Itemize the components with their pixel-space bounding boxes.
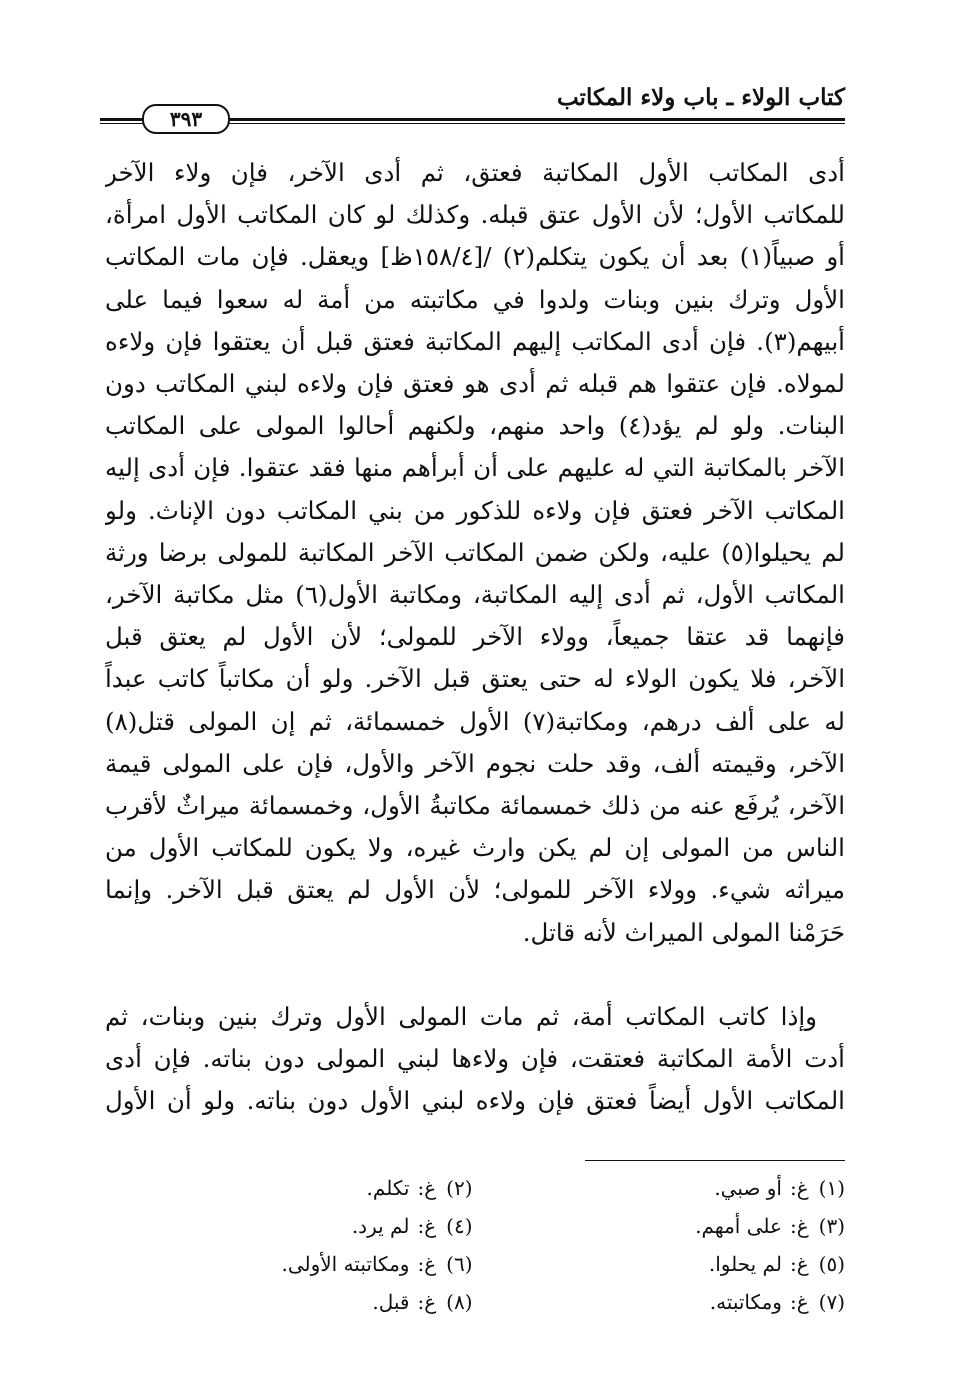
text-line: للمكاتب الأول؛ لأن الأول عتق قبله. وكذلك لو كان المكاتب الأول امرأة، xyxy=(105,200,845,230)
footnote xyxy=(100,1210,473,1242)
text-line: ميراثه شيء. وولاء الآخر للمولى؛ لأن الأول لم يعتق قبل الآخر. وإنما xyxy=(105,875,845,905)
text-line: لمولاه. فإن عتقوا هم قبله ثم أدى هو فعتق فإن ولاءه لبني المكاتب دون xyxy=(105,369,845,399)
footnote xyxy=(473,1210,846,1242)
text-line: البنات. ولو لم يؤد(٤) واحد منهم، ولكنهم أحالوا المولى على المكاتب xyxy=(105,411,845,441)
text-line: فإنهما قد عتقا جميعاً، وولاء الآخر للمولى؛ لأن الأول لم يعتق قبل xyxy=(105,622,845,652)
text-line: المكاتب الأول، ثم أدى إليه المكاتبة، ومكاتبة الأول(٦) مثل مكاتبة الآخر، xyxy=(105,580,845,610)
text-line: الناس من المولى إن لم يكن وارث غيره، ولا يكون للمكاتب الأول من xyxy=(105,833,845,863)
text-line: حَرَمْنا المولى الميراث لأنه قاتل. xyxy=(522,917,845,947)
text-line: الآخر، فلا يكون الولاء له حتى يعتق قبل الآخر. ولو أن مكاتباً كاتب عبداً xyxy=(105,664,845,694)
footnote-number: (٢) xyxy=(446,1176,473,1200)
text-line: أو صبياً(١) بعد أن يكون يتكلم(٢) /[١٥٨/٤ظ] ويعقل. فإن مات المكاتب xyxy=(105,242,845,272)
text-line: المكاتب الأول أيضاً فعتق فإن ولاءه لبني الأول دون بناته. ولو أن الأول xyxy=(105,1086,845,1116)
footnotes xyxy=(100,1172,845,1318)
footnote-source: غ: xyxy=(789,1176,809,1200)
footnote-number: (٥) xyxy=(818,1252,845,1276)
footnote-source: غ: xyxy=(417,1252,437,1276)
footnote-text: أو صبي. xyxy=(714,1176,782,1200)
footnote xyxy=(100,1248,473,1280)
text-line: الأول وترك بنين وبنات ولدوا في مكاتبته من أمة له سعوا فيما على xyxy=(105,284,845,314)
footnote-number: (٧) xyxy=(818,1290,845,1314)
footnote-separator xyxy=(585,1160,845,1161)
footnote-source: غ: xyxy=(789,1252,809,1276)
footnote-number: (٦) xyxy=(446,1252,473,1276)
footnote-source: غ: xyxy=(789,1290,809,1314)
footnote xyxy=(473,1248,846,1280)
page-header xyxy=(100,80,845,131)
paragraph-gap xyxy=(105,954,845,996)
running-title: كتاب الولاء ـ باب ولاء المكاتب xyxy=(556,84,845,111)
footnote-number: (٤) xyxy=(446,1214,473,1238)
text-line: وإذا كاتب المكاتب أمة، ثم مات المولى الأول وترك بنين وبنات، ثم xyxy=(105,1001,817,1031)
footnote xyxy=(473,1172,846,1204)
footnote-text: تكلم. xyxy=(366,1176,410,1200)
footnote-number: (٨) xyxy=(446,1290,473,1314)
text-line: أبيهم(٣). فإن أدى المكاتب إليهم المكاتبة فعتق قبل أن يعتقوا فإن ولاءه xyxy=(105,326,845,356)
footnote-source: غ: xyxy=(417,1214,437,1238)
text-line: المكاتب الآخر فعتق فإن ولاءه للذكور من بني المكاتب دون الإناث. ولو xyxy=(105,495,845,525)
text-line: له على ألف درهم، ومكاتبة(٧) الأول خمسمائة، ثم إن المولى قتل(٨) xyxy=(105,706,845,736)
footnote-text: لم يحلوا. xyxy=(708,1252,782,1276)
text-line: الآخر بالمكاتبة التي له عليهم على أن أبرأهم منها فقد عتقوا. فإن أدى إليه xyxy=(105,453,845,483)
paragraph-2 xyxy=(105,996,845,1123)
text-line: لم يحيلوا(٥) عليه، ولكن ضمن المكاتب الآخر المكاتبة للمولى برضا ورثة xyxy=(105,537,845,567)
footnote-text: لم يرد. xyxy=(351,1214,410,1238)
footnote-text: قبل. xyxy=(372,1290,410,1314)
footnote-text: على أمهم. xyxy=(695,1214,782,1238)
footnote-number: (٣) xyxy=(818,1214,845,1238)
text-line: أدت الأمة المكاتبة فعتقت، فإن ولاءها لبني المولى دون بناته. فإن أدى xyxy=(105,1044,845,1074)
paragraph-1 xyxy=(105,152,845,954)
text-line: أدى المكاتب الأول المكاتبة فعتق، ثم أدى الآخر، فإن ولاء الآخر xyxy=(105,158,845,187)
footnote xyxy=(100,1172,473,1204)
footnote-source: غ: xyxy=(417,1290,437,1314)
footnote-number: (١) xyxy=(818,1176,845,1200)
footnote-text: ومكاتبته الأولى. xyxy=(281,1252,410,1276)
text-line: الآخر، يُرفَع عنه من ذلك خمسمائة مكاتبةُ الأول، وخمسمائة ميراثٌ لأقرب xyxy=(105,791,845,821)
footnote-text: ومكاتبته. xyxy=(709,1290,782,1314)
footnote-source: غ: xyxy=(417,1176,437,1200)
body-text xyxy=(105,152,845,1122)
footnote xyxy=(100,1286,473,1318)
footnote-source: غ: xyxy=(789,1214,809,1238)
footnote xyxy=(473,1286,846,1318)
page-number: ٣٩٣ xyxy=(142,104,230,134)
text-line: الآخر، وقيمته ألف، وقد حلت نجوم الآخر والأول، فإن على المولى قيمة xyxy=(105,748,845,778)
